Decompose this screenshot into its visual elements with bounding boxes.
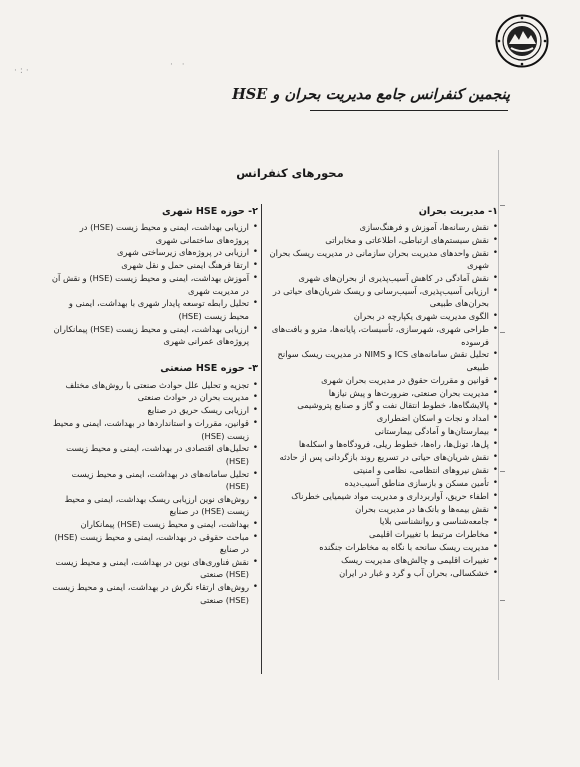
axis-item-list: [48, 379, 258, 606]
list-item: • طراحی شهری، شهرسازی، تأسیسات، پایانه‌ها، مترو و بافت‌های فرسوده: [266, 323, 498, 348]
axis-title: ۳- حوزه HSE صنعتی: [160, 363, 258, 375]
axis-crisis-management: [266, 206, 498, 580]
list-item: • نقش رسانه‌ها، آموزش و فرهنگ‌سازی: [266, 221, 498, 233]
conference-logo-seal: [495, 14, 549, 68]
list-item: • تحلیل نقش سامانه‌های ICS و NIMS در مدیریت ریسک سوانح طبیعی: [266, 348, 498, 373]
axis-item-list: [266, 221, 498, 579]
list-item: • بهداشت، ایمنی و محیط زیست (HSE) پیمانکاران: [48, 518, 258, 530]
list-item: • مدیریت بحران صنعتی، ضرورت‌ها و پیش نیازها: [266, 387, 498, 399]
list-item: • نقش فناوری‌های نوین در بهداشت، ایمنی و محیط زیست (HSE) صنعتی: [48, 556, 258, 581]
list-item: • ارزیابی بهداشت، ایمنی و محیط زیست (HSE) در پروژه‌های ساختمانی شهری: [48, 221, 258, 246]
axis-item-list: [48, 221, 258, 347]
list-item: • مدیریت بحران در حوادث صنعتی: [48, 391, 258, 403]
list-item: • پالایشگاه‌ها، خطوط انتقال نفت و گاز و صنایع پتروشیمی: [266, 399, 498, 411]
section-title: محورهای کنفرانس: [236, 166, 344, 180]
list-item: • قوانین و مقررات حقوق در مدیریت بحران شهری: [266, 374, 498, 386]
list-item: • نقش سیستم‌های ارتباطی، اطلاعاتی و مخابراتی: [266, 234, 498, 246]
conference-title: پنجمین کنفرانس جامع مدیریت بحران و HSE: [232, 86, 510, 103]
list-item: • امداد و نجات و اسکان اضطراری: [266, 412, 498, 424]
margin-tick: [500, 471, 505, 472]
list-item: • نقش آمادگی در کاهش آسیب‌پذیری از بحران‌های شهری: [266, 272, 498, 284]
list-item: • ارزیابی آسیب‌پذیری، آسیب‌رسانی و ریسک شریان‌های حیاتی در بحران‌های طبیعی: [266, 285, 498, 310]
list-item: • بیمارستان‌ها و آمادگی بیمارستانی: [266, 425, 498, 437]
list-item: • ارتقا فرهنگ ایمنی حمل و نقل شهری: [48, 259, 258, 271]
list-item: • جامعه‌شناسی و روانشناسی بلایا: [266, 515, 498, 527]
header-underline: [310, 110, 508, 111]
scan-speckles: · ·: [170, 60, 188, 70]
margin-tick: [500, 332, 505, 333]
list-item: • آموزش بهداشت، ایمنی و محیط زیست (HSE) و نقش آن در مدیریت شهری: [48, 272, 258, 297]
list-item: • ارزیابی بهداشت، ایمنی و محیط زیست (HSE) پیمانکاران پروژه‌های عمرانی شهری: [48, 323, 258, 348]
axis-title: ۲- حوزه HSE شهری: [161, 206, 258, 217]
list-item: • تحلیل رابطه توسعه پایدار شهری با بهداشت، ایمنی و محیط زیست (HSE): [48, 297, 258, 322]
list-item: • مدیریت ریسک سانحه با نگاه به مخاطرات جنگنده: [266, 541, 498, 553]
list-item: • اطفاء حریق، آواربرداری و مدیریت مواد شیمیایی خطرناک: [266, 490, 498, 502]
list-item: • خشکسالی، بحران آب و گرد و غبار در ایران: [266, 567, 498, 579]
list-item: • نقش واحدهای مدیریت بحران سازمانی در مدیریت ریسک بحران شهری: [266, 247, 498, 272]
margin-tick: [500, 600, 505, 601]
list-item: • نقش شریان‌های حیاتی در تسریع روند بازگردانی پس از حادثه: [266, 451, 498, 463]
list-item: • مباحث حقوقی در بهداشت، ایمنی و محیط زیست (HSE) در صنایع: [48, 531, 258, 556]
list-item: • نقش نیروهای انتظامی، نظامی و امنیتی: [266, 464, 498, 476]
list-item: • مخاطرات مرتبط با تغییرات اقلیمی: [266, 528, 498, 540]
margin-tick: [500, 205, 505, 206]
list-item: • الگوی مدیریت شهری یکپارچه در بحران: [266, 310, 498, 322]
list-item: • ارزیابی در پروژه‌های زیرساختی شهری: [48, 246, 258, 258]
axis-urban-hse: [48, 206, 258, 347]
list-item: • ارزیابی ریسک حریق در صنایع: [48, 404, 258, 416]
list-item: • تحلیل‌های اقتصادی در بهداشت، ایمنی و محیط زیست (HSE): [48, 442, 258, 467]
list-item: • روش‌های نوین ارزیابی ریسک بهداشت، ایمنی و محیط زیست (HSE) در صنایع: [48, 493, 258, 518]
list-item: • تأمین مسکن و بازسازی مناطق آسیب‌دیده: [266, 477, 498, 489]
list-item: • تغییرات اقلیمی و چالش‌های مدیریت ریسک: [266, 554, 498, 566]
list-item: • قوانین، مقررات و استانداردها در بهداشت، ایمنی و محیط زیست (HSE): [48, 417, 258, 442]
column-divider: [261, 204, 262, 674]
list-item: • نقش بیمه‌ها و بانک‌ها در مدیریت بحران: [266, 503, 498, 515]
scan-speckles: ·:·: [14, 66, 32, 76]
list-item: • تجزیه و تحلیل علل حوادث صنعتی با روش‌های مختلف: [48, 379, 258, 391]
axis-industrial-hse: [48, 363, 258, 606]
list-item: • تحلیل سامانه‌های در بهداشت، ایمنی و محیط زیست (HSE): [48, 468, 258, 493]
list-item: • روش‌های ارتقاء نگرش در بهداشت، ایمنی و محیط زیست (HSE) صنعتی: [48, 581, 258, 606]
axis-title: ۱- مدیریت بحران: [418, 206, 498, 217]
margin-rule: [498, 150, 499, 680]
axes-hse-column: [48, 206, 258, 606]
list-item: • پل‌ها، تونل‌ها، راه‌ها، خطوط ریلی، فرودگاه‌ها و اسکله‌ها: [266, 438, 498, 450]
